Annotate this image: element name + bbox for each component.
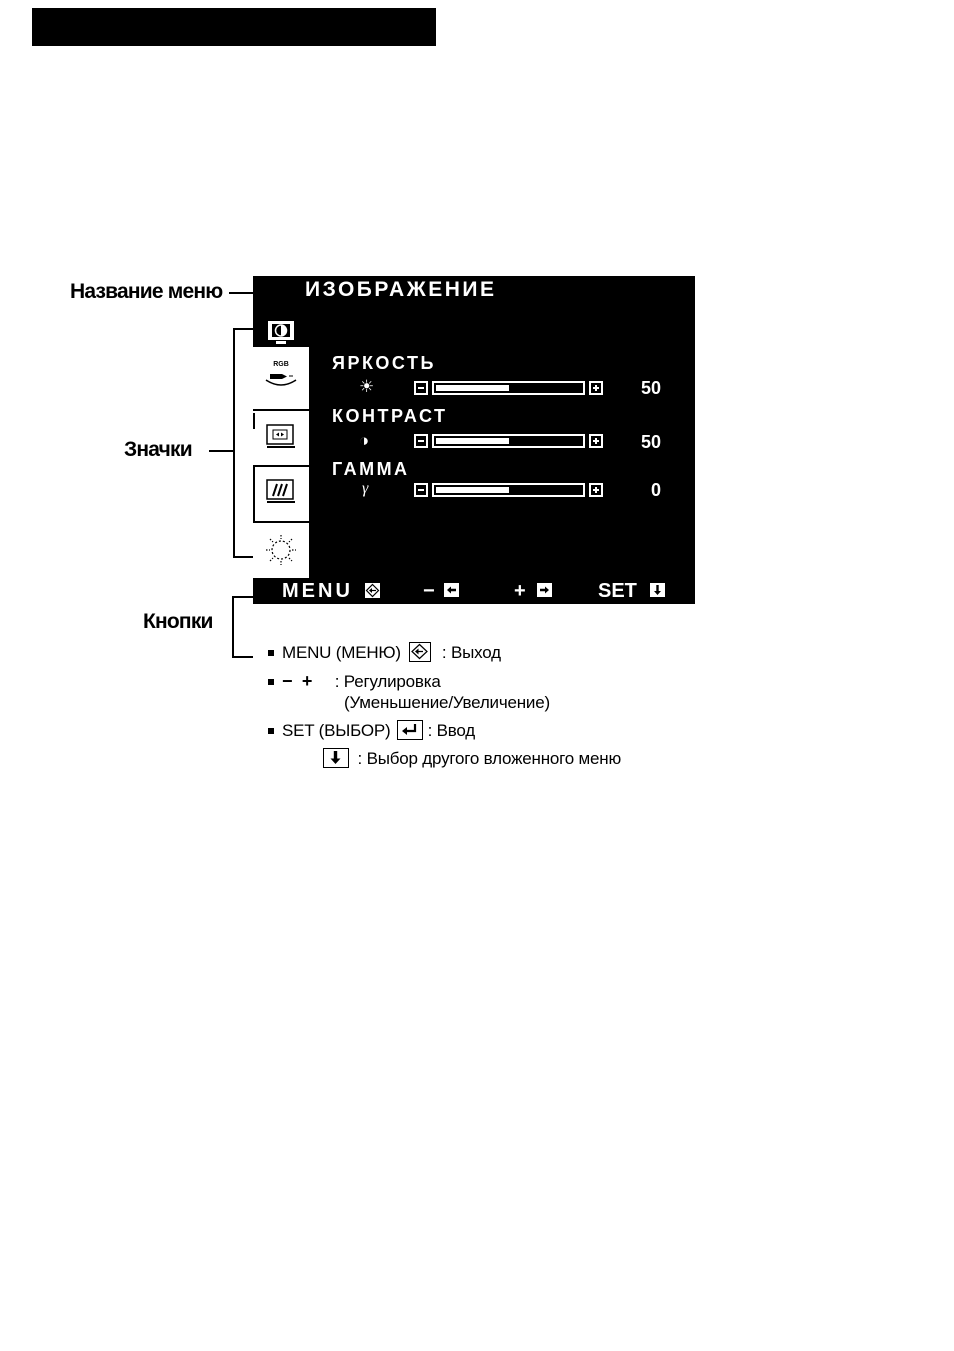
down-arrow-icon[interactable] [650,583,665,597]
exit-icon [409,642,431,662]
right-arrow-icon[interactable] [537,583,552,597]
legend-set-desc: : Ввод [427,721,476,740]
left-arrow-icon[interactable] [444,583,459,597]
minus-icon[interactable] [414,381,428,395]
legend-adjust-keys: − + [282,671,313,691]
enter-icon [397,720,423,740]
contrast-icon: ◑ [359,431,370,450]
minus-icon[interactable] [414,483,428,497]
plus-icon[interactable] [589,434,603,448]
contrast-value: 50 [640,432,661,452]
slider-track [432,434,585,448]
rgb-icon[interactable] [263,361,299,395]
bullet-icon [268,679,274,685]
plus-icon[interactable] [589,483,603,497]
legend-adjust-desc2: (Уменьшение/Увеличение) [344,693,550,712]
plus-button-label[interactable]: + [514,580,526,602]
minus-button-label[interactable]: − [423,580,435,602]
legend-adjust [268,671,441,692]
sun-icon: ☀ [359,377,375,396]
item-label-brightness: ЯРКОСТЬ [332,353,436,373]
tracking-icon[interactable] [265,477,297,507]
slider-fill [436,487,509,493]
settings-icon[interactable] [263,532,299,568]
slider-fill [436,438,509,444]
bullet-icon [268,728,274,734]
legend-down-desc: : Выбор другого вложенного меню [357,749,622,768]
osd-title: ИЗОБРАЖЕНИЕ [305,278,497,301]
plus-icon[interactable] [589,381,603,395]
item-label-contrast: КОНТРАСТ [332,406,448,426]
legend-menu-desc: : Выход [441,643,501,662]
exit-icon[interactable] [364,582,381,599]
gamma-value: 0 [650,480,661,500]
slider-track [432,483,585,497]
slider-track [432,381,585,395]
gamma-icon: γ [362,480,369,497]
rgb-caption: RGB [273,361,289,368]
set-button-label[interactable]: SET [598,580,637,602]
position-icon[interactable] [265,422,297,452]
legend-menu [268,643,501,664]
legend-down [323,749,621,770]
menu-button-label[interactable]: MENU [282,580,353,602]
callout-menu-name: Название меню [70,280,223,303]
brightness-value: 50 [640,378,661,398]
minus-icon[interactable] [414,434,428,448]
picture-icon[interactable] [266,319,298,347]
contrast-slider[interactable] [414,433,606,449]
slider-fill [436,385,509,391]
down-arrow-icon [323,748,349,768]
legend-menu-prefix: MENU (МЕНЮ) [282,643,401,662]
gamma-slider[interactable] [414,482,606,498]
brightness-slider[interactable] [414,380,606,396]
item-label-gamma: ГАММА [332,459,410,479]
callout-icons: Значки [124,438,192,461]
callout-buttons: Кнопки [143,610,213,633]
legend-set-prefix: SET (ВЫБОР) [282,721,391,740]
legend-set [268,721,475,742]
legend-adjust-desc: : Регулировка [334,672,441,691]
bullet-icon [268,650,274,656]
icon-column [253,347,309,578]
